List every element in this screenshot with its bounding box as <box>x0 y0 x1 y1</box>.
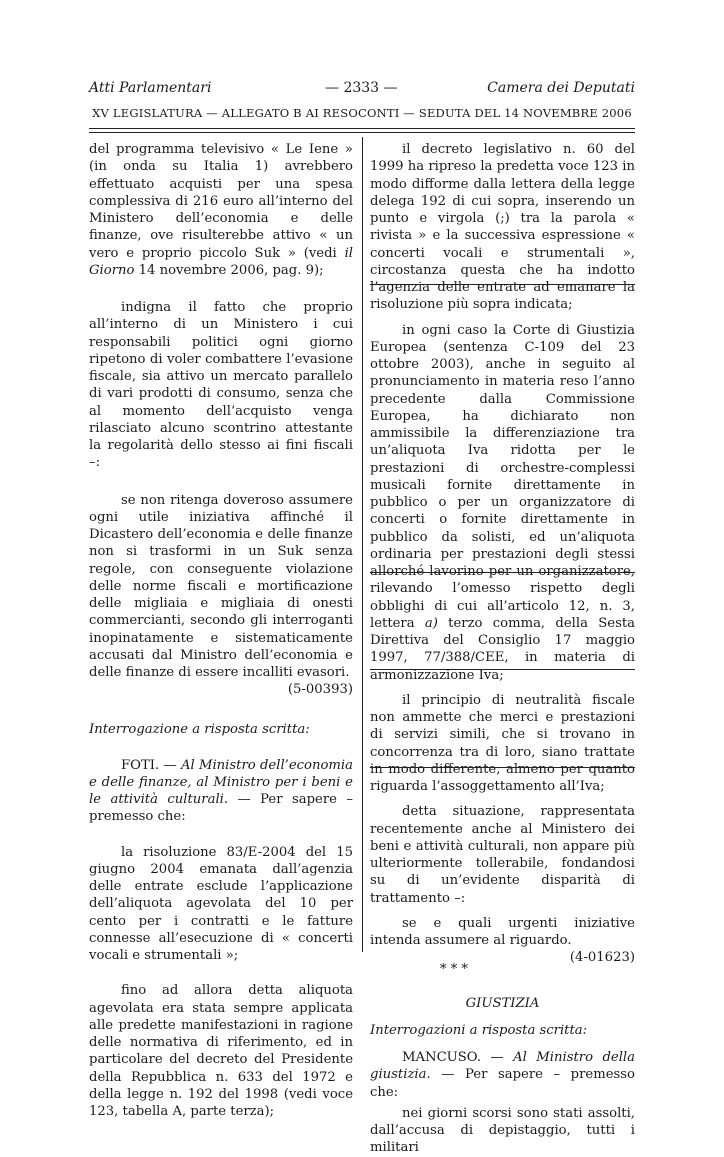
page-header <box>89 80 635 100</box>
paragraph: del programma televisivo « Le Iene » (in onda su Italia 1) avrebbero effettuato acquisti per una spesa complessiva di 216 euro all’interno del Ministero dell’economia e delle finanze, ove risulterebbe attivo « un vero e proprio piccolo Suk » (vedi il Giorno 14 novembre 2006, pag. 9); <box>89 142 353 278</box>
question-code: (5-00393) <box>287 682 353 698</box>
header-rule <box>89 132 635 133</box>
newspaper-name: il Giorno <box>89 245 353 278</box>
deputy-name: FOTI. <box>121 757 160 773</box>
addressee: Al Ministro dell’economia e delle finanze, al Ministro per i beni e le attività culturali. <box>89 757 354 807</box>
paragraph: fino ad allora detta aliquota agevolata era stata sempre applicata alle predette manifestazioni in ragione delle normativa di riferimento, ed in particolare del decreto del Presidente della Repubblica n. 633 del 1972 e della legge n. 192 del 1998 (vedi voce 123, tabella A, parte terza); <box>89 983 353 1119</box>
paragraph: il principio di neutralità fiscale non ammette che merci e prestazioni di servizi simili, che si trovano in concorrenza tra di loro, siano trattate in modo differente, almeno per quanto riguarda l’assoggettamento all’Iva; <box>370 692 635 794</box>
paragraph: la risoluzione 83/E-2004 del 15 giugno 2004 emanata dall’agenzia delle entrate esclude l’applicazione dell’aliquota agevolata del 10 per cento per i contratti e le fatture connesse all’esecuzione di « concerti vocali e strumentali »; <box>89 844 353 963</box>
question-code: (4-01623) <box>569 950 635 966</box>
paragraph: nei giorni scorsi sono stati assolti, dall’accusa di depistaggio, tutti i militari <box>370 1105 635 1156</box>
paragraph: in ogni caso la Corte di Giustizia Europea (sentenza C-109 del 23 ottobre 2003), anche in seguito al pronunciamento in materia reso l’anno precedente dalla Commissione Europea, ha dichiarato non ammissibile la differenziazione tra un’aliquota Iva ridotta per le prestazioni di orchestre-complessi musicali fornite direttamente in pubblico o per un organizzatore di concerti o fornite direttamente in pubblico da solisti, ed un’aliquota ordinaria per prestazioni degli stessi allorché lavorino per un organizzatore, rilevando l’omesso rispetto degli obblighi di cui all’articolo 12, n. 3, lettera a) terzo comma, della Sesta Direttiva del Consiglio 17 maggio 1997, 77/388/CEE, in materia di armonizzazione Iva; <box>370 322 635 683</box>
deputy-name: MANCUSO. <box>402 1050 482 1065</box>
section-heading: Interrogazione a risposta scritta: <box>89 722 310 738</box>
section-heading: Interrogazioni a risposta scritta: <box>370 1022 588 1038</box>
paragraph-rule <box>370 767 635 768</box>
paragraph: se non ritenga doveroso assumere ogni utile iniziativa affinché il Dicastero dell’economia e delle finanze non si trasformi in un Suk senza regole, con conseguente violazione delle norme fiscali e mortificazione delle migliaia e migliaia di onesti commercianti, secondo gli interroganti inopinatamente e sistematicamente accusati dal Ministro dell’economia e delle finanze di essere incalliti evasori. (5-00393) <box>89 492 353 698</box>
header-publication: Atti Parlamentari <box>89 80 212 96</box>
left-column <box>89 141 353 1120</box>
paragraph: indigna il fatto che proprio all’interno di un Ministero i cui responsabili politici ogni giorno ripetono di voler combattere l’evasione fiscale, sia attivo un mercato parallelo di vari prodotti di consumo, senza che al momento dell’acquisto venga rilasciato alcuno scontrino attestante la regolarità dello stesso ai fini fiscali –: <box>89 300 353 471</box>
section-separator: * * * <box>439 962 469 978</box>
paragraph-rule <box>370 669 635 670</box>
paragraph: detta situazione, rappresentata recentemente anche al Ministero dei beni e attività culturali, non appare più ulteriormente tollerabile, fondandosi su di un’evidente disparità di trattamento –: <box>370 804 635 906</box>
column-divider <box>362 137 363 952</box>
addressee: Al Ministro della giustizia. <box>370 1050 635 1083</box>
question-intro: FOTI. — Al Ministro dell’economia e delle finanze, al Ministro per i beni e le attività culturali. — Per sapere – premesso che: <box>89 757 354 825</box>
ministry-heading: GIUSTIZIA <box>465 995 540 1011</box>
paragraph-rule <box>370 572 635 573</box>
paragraph: il decreto legislativo n. 60 del 1999 ha ripreso la predetta voce 123 in modo difforme dalla lettera della legge delega 192 di cui sopra, inserendo un punto e virgola (;) tra la parola « rivista » e la successiva espressione « concerti vocali e strumentali », circostanza questa che ha indotto l’agenzia delle entrate ad emanare la risoluzione più sopra indicata; <box>370 142 635 313</box>
page-number: — 2333 — <box>325 80 398 96</box>
paragraph-rule <box>370 284 635 285</box>
paragraph: se e quali urgenti iniziative intenda assumere al riguardo. (4-01623) <box>370 915 635 966</box>
header-chamber: Camera dei Deputati <box>487 80 635 96</box>
header-rule-thin <box>89 128 635 129</box>
session-subheader: XV LEGISLATURA — ALLEGATO B AI RESOCONTI — SEDUTA DEL 14 NOVEMBRE 2006 <box>92 106 632 120</box>
right-column <box>370 141 635 1157</box>
question-intro: MANCUSO. — Al Ministro della giustizia. — Per sapere – premesso che: <box>370 1050 635 1100</box>
